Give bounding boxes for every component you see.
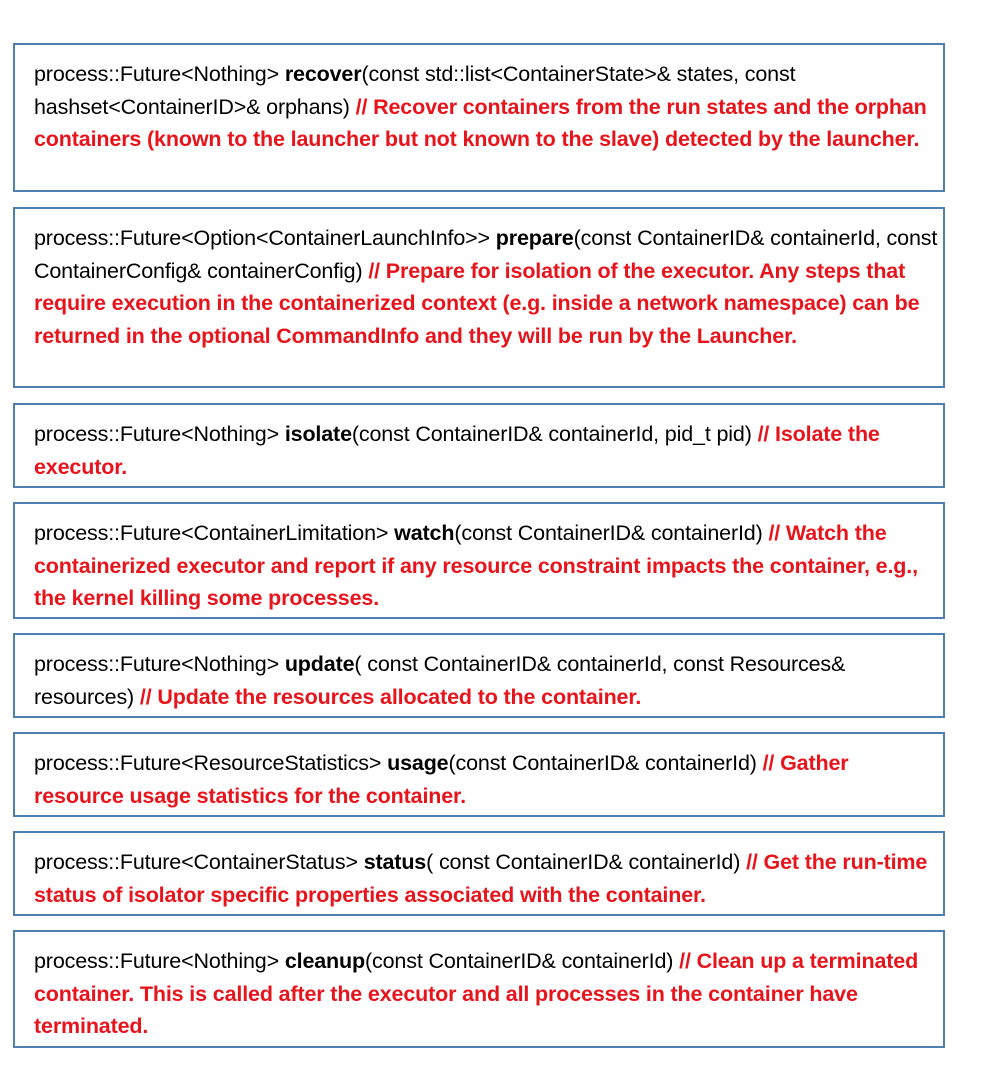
method-name: status	[363, 850, 427, 874]
method-signature-prefix: process::Future<Nothing>	[34, 949, 285, 973]
method-signature-prefix: process::Future<ContainerStatus>	[34, 850, 364, 874]
method-signature-params: (const ContainerID& containerId)	[365, 949, 680, 973]
method-name: update	[284, 652, 355, 676]
method-comment: // Watch the containerized executor and report if any resource constraint impacts the container, e.g., the kernel killing some processes.	[34, 521, 918, 610]
method-comment: // Isolate the executor.	[34, 422, 880, 479]
method-box-watch	[13, 502, 945, 619]
method-comment: // Prepare for isolation of the executor. Any steps that require execution in the containerized context (e.g. inside a network namespace) can be returned in the optional CommandInfo and they will be run by the Launcher.	[34, 258, 920, 348]
method-signature-params: ( const ContainerID& containerId, const Resources& resources)	[34, 652, 846, 709]
method-comment: // Clean up a terminated container. This is called after the executor and all processes in the container have terminated.	[34, 949, 919, 1038]
method-signature-prefix: process::Future<Option<ContainerLaunchInfo>>	[34, 226, 496, 250]
method-signature-params: (const ContainerID& containerId)	[454, 521, 769, 545]
method-signature-params: (const ContainerID& containerId, const ContainerConfig& containerConfig)	[34, 226, 938, 283]
method-name: recover	[284, 62, 362, 86]
method-box-cleanup	[13, 930, 945, 1048]
method-box-usage	[13, 732, 945, 817]
method-comment: // Gather resource usage statistics for the container.	[34, 751, 849, 808]
method-comment: // Update the resources allocated to the container.	[139, 684, 642, 709]
method-signature-prefix: process::Future<Nothing>	[34, 62, 285, 86]
method-signature-params: (const ContainerID& containerId)	[448, 751, 763, 775]
method-box-recover	[13, 43, 945, 192]
method-name: cleanup	[284, 949, 366, 973]
method-name: usage	[387, 751, 449, 775]
method-signature-params: (const std::list<ContainerState>& states, const hashset<ContainerID>& orphans)	[34, 62, 796, 119]
method-comment: // Get the run-time status of isolator specific properties associated with the container.	[34, 850, 928, 907]
method-name: prepare	[495, 226, 574, 250]
method-signature-prefix: process::Future<Nothing>	[34, 652, 285, 676]
method-signature-prefix: process::Future<ResourceStatistics>	[34, 751, 388, 775]
method-name: isolate	[284, 422, 352, 446]
method-signature-prefix: process::Future<Nothing>	[34, 422, 285, 446]
method-box-status	[13, 831, 945, 916]
method-box-update	[13, 633, 945, 718]
method-signature-params: ( const ContainerID& containerId)	[426, 850, 747, 874]
method-name: watch	[394, 521, 455, 545]
method-box-isolate	[13, 403, 945, 488]
method-signature-params: (const ContainerID& containerId, pid_t pid)	[351, 422, 758, 446]
method-box-prepare	[13, 207, 945, 388]
method-signature-prefix: process::Future<ContainerLimitation>	[34, 521, 395, 545]
method-comment: // Recover containers from the run states and the orphan containers (known to the launcher but not known to the slave) detected by the launcher.	[34, 94, 927, 151]
